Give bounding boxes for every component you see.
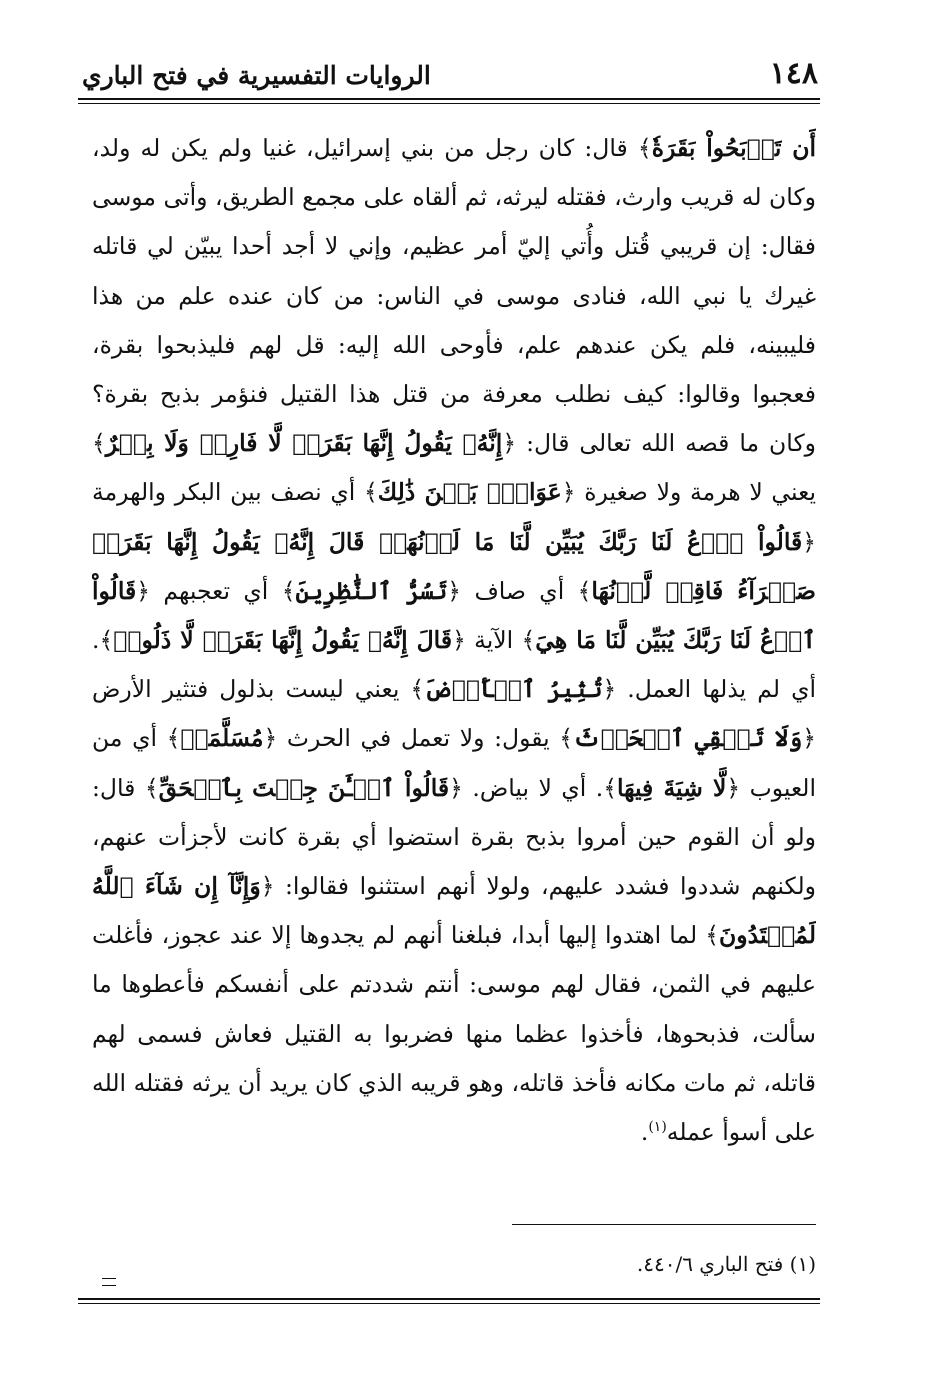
bracket-open: ﴿ [260,872,275,901]
header-rule [78,98,820,104]
running-title: الروايات التفسيرية في فتح الباري [82,61,431,90]
text-segment: أي نصف بين البكر والهرمة [92,478,365,507]
bracket-open: ﴿ [726,773,741,802]
text-segment: يعني ليست بذلول فتثير الأرض [92,675,411,704]
bracket-close: ﴾ [99,626,114,655]
footer-rule [78,1298,820,1304]
bracket-close: ﴾ [705,921,720,950]
bracket-open: ﴿ [136,576,151,605]
bracket-close: ﴾ [603,773,617,802]
bracket-close: ﴾ [144,773,159,802]
quran-quote: عَوَانُۢ بَيۡنَ ذَٰلِكَ [377,478,562,507]
quran-quote: أَن تَذۡبَحُواْ بَقَرَةٗ [651,134,816,162]
quran-quote: وَإِنَّآ إِن شَآءَ ٱللَّهُ لَمُهۡتَدُونَ [92,872,816,950]
quran-quote: قَالُواْ ٱدۡعُ لَنَا رَبَّكَ يُبَيِّن لَّنَا مَا هِيَ [92,576,816,655]
bracket-open: ﴿ [561,478,576,507]
text-segment: أي تعجبهم [150,576,282,605]
text-end: . [640,1118,649,1147]
footnote-separator [512,1224,816,1225]
text-segment: يعني لا هرمة ولا صغيرة [575,478,816,507]
bracket-close: ﴾ [166,724,181,753]
bracket-open: ﴿ [263,724,278,753]
bracket-open: ﴿ [449,773,463,802]
text-segment: . أي لا بياض. [462,773,604,802]
bracket-open: ﴿ [802,527,816,556]
bracket-open: ﴿ [447,576,462,605]
bracket-close: ﴾ [410,675,425,704]
bracket-close: ﴾ [577,576,592,605]
bracket-open: ﴿ [802,724,816,753]
quran-quote: قَالَ إِنَّهُۥ يَقُولُ إِنَّهَا بَقَرَةٞ لَّا ذَلُولٞ [113,626,453,655]
footnote-reference[interactable]: (١) [648,1119,667,1136]
quran-quote: وَلَا تَسۡقِي ٱلۡحَرۡثَ [573,724,803,753]
page-number: ١٤٨ [769,56,818,91]
bracket-close: ﴾ [637,134,652,162]
text-segment: لما اهتدوا إليها أبدا، فبلغنا أنهم لم يجدوها إلا عند عجوز، فأغلت عليهم في الثمن، فقال لهم موسى: أنتم شددتم على أنفسكم فأعطوها ما سألت، فذبحوها، فأخذوا عظما منها فضربوا به القتيل فعاش فسمى لهم قاتله، ثم مات مكانه فأخذ قاتله، وهو قريبه الذي كان يريد أن يرثه فقتله الله على أسوأ عمله [92,921,816,1147]
text-segment: قال: ولو أن القوم حين أمروا بذبح بقرة استضوا أي بقرة كانت لأجزأت عنهم، ولكنهم شددوا فشدد عليهم، ولولا أنهم استثنوا فقالوا: [92,773,816,901]
quran-quote: لَّا شِيَةَ فِيهَا [616,773,727,802]
bracket-close: ﴾ [559,724,574,753]
footnote: (١) فتح الباري ٤٤٠/٦. [636,1252,816,1276]
text-segment: أي من العيوب [92,724,816,802]
text-segment: . أي لم يذلها العمل. [92,626,816,704]
page-header [80,52,818,96]
equals-mark [102,1278,116,1286]
text-segment: يقول: ولا تعمل في الحرث [277,724,560,753]
quran-quote: تُثِيرُ ٱلۡأَرۡضَ [424,675,603,704]
main-paragraph [92,124,816,1157]
quran-quote: مُسَلَّمَةٞ [180,724,264,753]
quran-quote: قَالُواْ ٱدۡعُ لَنَا رَبَّكَ يُبَيِّن لَّنَا مَا لَوۡنُهَاۚ قَالَ إِنَّهُۥ يَقُولُ إِنَّهَا بَقَرَةٞ صَفۡرَآءُ فَاقِعٞ لَّوۡنُهَا [92,527,816,605]
bracket-close: ﴾ [281,576,296,605]
text-segment: قال: كان رجل من بني إسرائيل، غنيا ولم يكن له ولد، وكان له قريب وارث، فقتله ليرثه، ثم ألقاه على مجمع الطريق، وأتى موسى فقال: إن قريبي قُتل وأُتي إليّ أمر عظيم، وإني لا أجد أحدا يبيّن لي قاتله غيرك يا نبي الله، فنادى موسى في الناس: من كان عنده علم من هذا فليبينه، فلم يكن عندهم علم، فأوحى الله إليه: قل لهم فليذبحوا بقرة، فعجبوا وقالوا: كيف نطلب معرفة من قتل هذا القتيل فنؤمر بذبح بقرة؟ وكان ما قصه الله تعالى قال: [92,134,816,458]
bracket-close: ﴾ [364,478,378,507]
text-segment: الآية [465,626,522,655]
text-segment: أي صاف [461,576,578,605]
quran-quote: إِنَّهُۥ يَقُولُ إِنَّهَا بَقَرَةٞ لَّا فَارِضٞ وَلَا بِكۡرٌ [105,429,503,458]
quran-quote: قَالُواْ ٱلۡـَٰٔنَ جِئۡتَ بِٱلۡحَقِّ [158,773,450,802]
bracket-close: ﴾ [521,626,536,655]
bracket-open: ﴿ [502,429,517,458]
bracket-close: ﴾ [92,429,106,458]
body-text [92,124,816,1194]
bracket-open: ﴿ [452,626,466,655]
quran-quote: تَسُرُّ ٱلنَّٰظِرِينَ [295,576,448,605]
bracket-open: ﴿ [602,675,617,704]
